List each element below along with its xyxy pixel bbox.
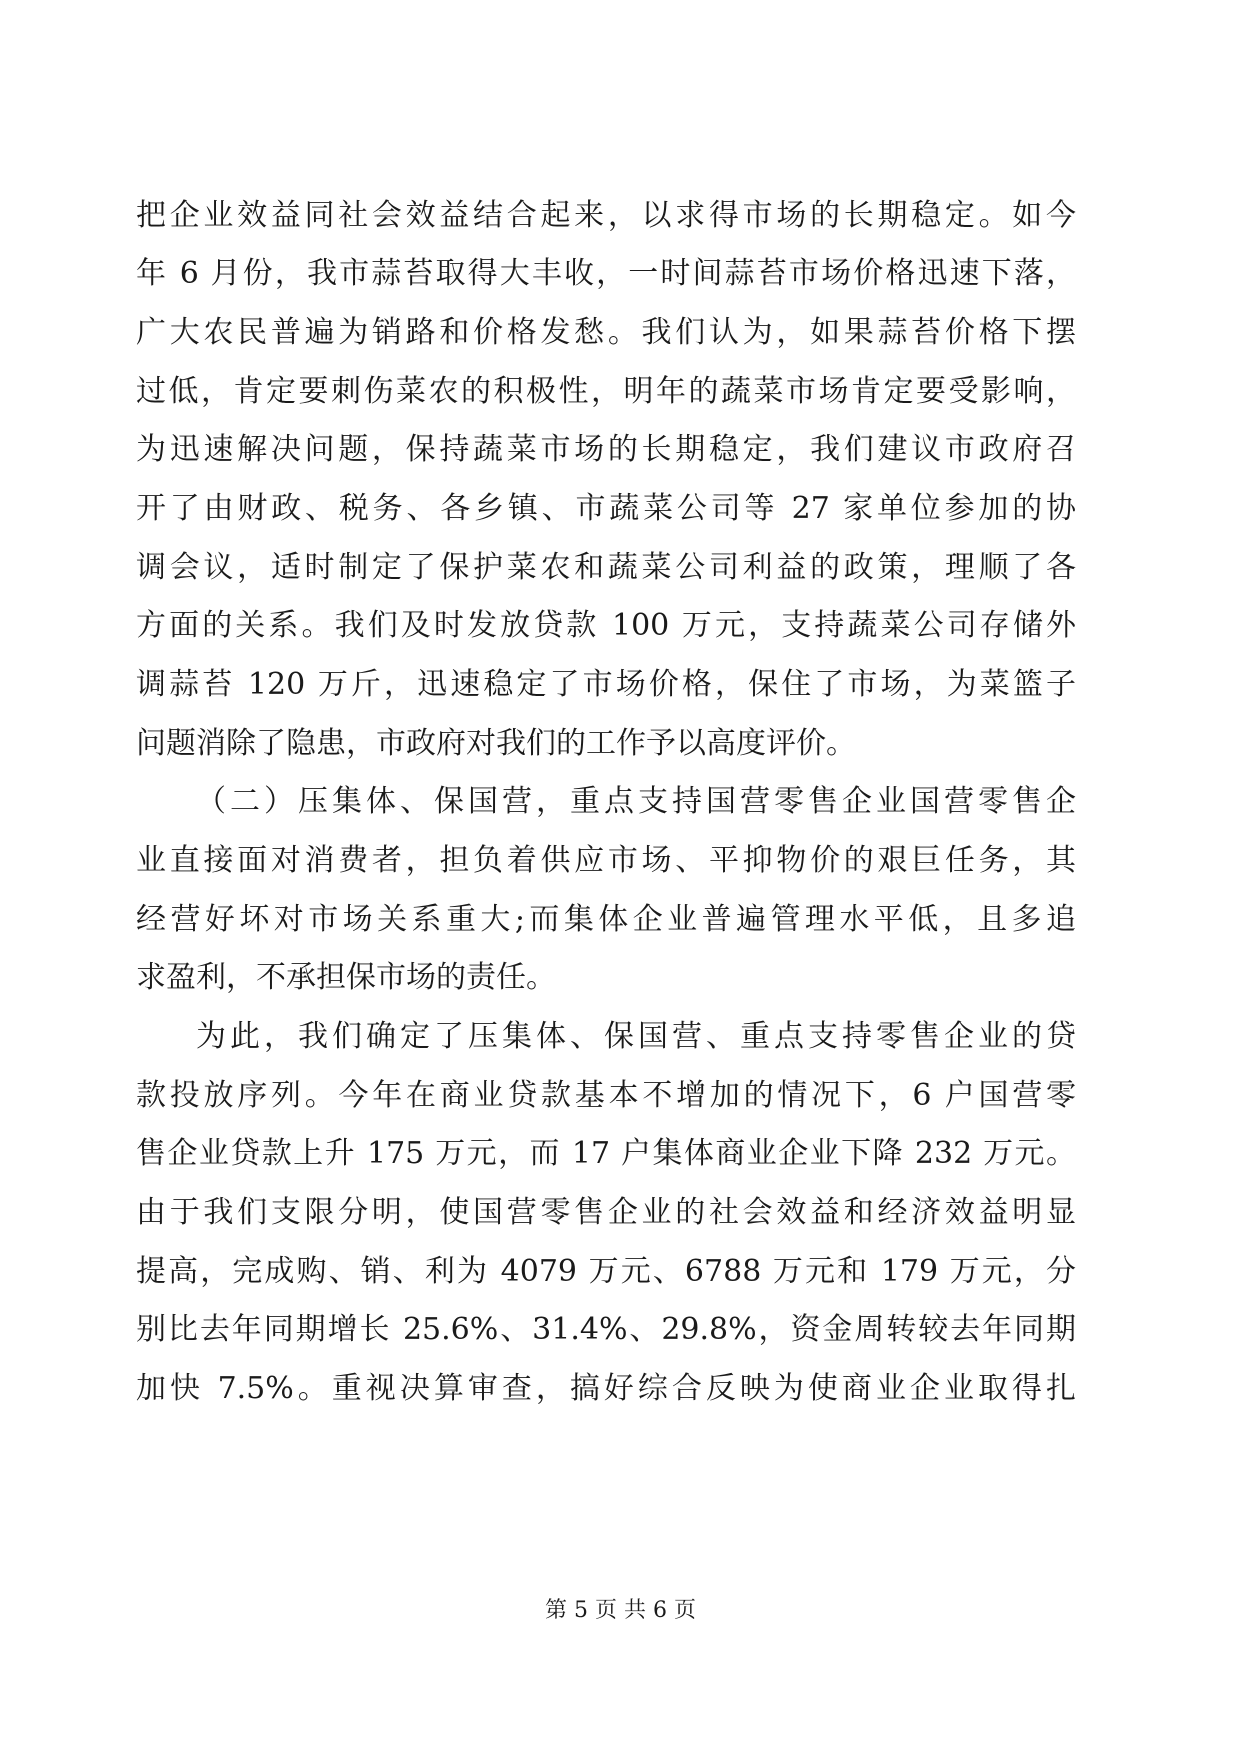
text-line: 售企业贷款上升 175 万元，而 17 户集体商业企业下降 232 万元。	[136, 1136, 1076, 1171]
paragraph-first-line: 为此，我们确定了压集体、保国营、重点支持零售企业的贷	[196, 1019, 1076, 1054]
text-line: 款投放序列。今年在商业贷款基本不增加的情况下，6 户国营零	[136, 1078, 1076, 1113]
text-line: 由于我们支限分明，使国营零售企业的社会效益和经济效益明显	[136, 1195, 1076, 1230]
text-line: 经营好坏对市场关系重大;而集体企业普遍管理水平低，且多追	[136, 902, 1076, 937]
text-line: 开了由财政、税务、各乡镇、市蔬菜公司等 27 家单位参加的协	[136, 491, 1076, 526]
text-line: 为迅速解决问题，保持蔬菜市场的长期稳定，我们建议市政府召	[136, 432, 1076, 467]
text-line: 广大农民普遍为销路和价格发愁。我们认为，如果蒜苔价格下摆	[136, 315, 1076, 350]
text-line: 调会议，适时制定了保护菜农和蔬菜公司利益的政策，理顺了各	[136, 550, 1076, 585]
page-number-footer: 第 5 页 共 6 页	[545, 1598, 696, 1623]
text-line: 提高，完成购、销、利为 4079 万元、6788 万元和 179 万元，分	[136, 1254, 1076, 1289]
text-line: 业直接面对消费者，担负着供应市场、平抑物价的艰巨任务，其	[136, 843, 1076, 878]
text-line: 求盈利，不承担保市场的责任。	[136, 960, 556, 995]
text-line: 调蒜苔 120 万斤，迅速稳定了市场价格，保住了市场，为菜篮子	[136, 667, 1076, 702]
text-line: 别比去年同期增长 25.6%、31.4%、29.8%，资金周转较去年同期	[136, 1312, 1076, 1347]
text-line: 把企业效益同社会效益结合起来，以求得市场的长期稳定。如今	[136, 198, 1076, 233]
text-line: 年 6 月份，我市蒜苔取得大丰收，一时间蒜苔市场价格迅速下落，	[136, 256, 1076, 291]
text-line: 问题消除了隐患，市政府对我们的工作予以高度评价。	[136, 726, 856, 761]
text-line: 方面的关系。我们及时发放贷款 100 万元，支持蔬菜公司存储外	[136, 608, 1076, 643]
section-heading-line: （二）压集体、保国营，重点支持国营零售企业国营零售企	[196, 784, 1076, 819]
text-line: 加快 7.5%。重视决算审查，搞好综合反映为使商业企业取得扎	[136, 1371, 1076, 1406]
text-line: 过低，肯定要刺伤菜农的积极性，明年的蔬菜市场肯定要受影响，	[136, 374, 1076, 409]
